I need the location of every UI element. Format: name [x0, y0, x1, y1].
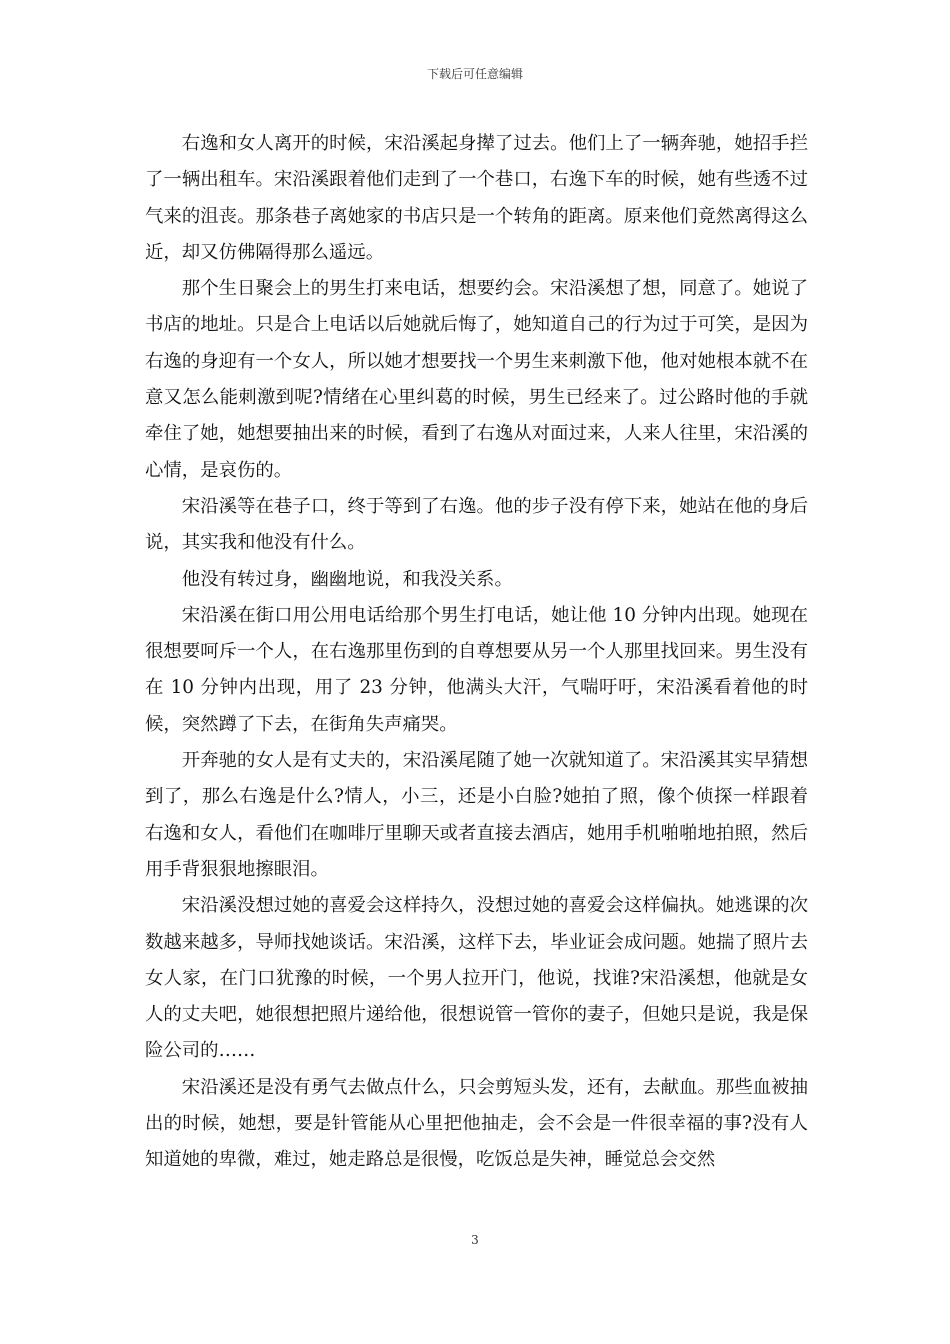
paragraph-1: 右逸和女人离开的时候，宋沿溪起身撵了过去。他们上了一辆奔驰，她招手拦了一辆出租车。宋沿溪跟着他们走到了一个巷口，右逸下车的时候，她有些透不过气来的沮丧。那条巷子离她家的书店只是一个转角的距离。原来他们竟然离得这么近，却又仿佛隔得那么遥远。 [145, 133, 808, 263]
paragraph-3: 宋沿溪等在巷子口，终于等到了右逸。他的步子没有停下来，她站在他的身后说，其实我和他没有什么。 [145, 495, 808, 554]
paragraph-8: 宋沿溪还是没有勇气去做点什么，只会剪短头发，还有，去献血。那些血被抽出的时候，她想，要是针管能从心里把他抽走，会不会是一件很幸福的事?没有人知道她的卑微，难过，她走路总是很慢，吃饭总是失神，睡觉总会交然 [145, 1076, 808, 1171]
paragraph-2: 那个生日聚会上的男生打来电话，想要约会。宋沿溪想了想，同意了。她说了书店的地址。只是合上电话以后她就后悔了，她知道自己的行为过于可笑，是因为右逸的身迎有一个女人，所以她才想要找一个男生来刺激下他，他对她根本就不在意又怎么能刺激到呢?情绪在心里纠葛的时候，男生已经来了。过公路时他的手就牵住了她，她想要抽出来的时候，看到了右逸从对面过来，人来人往里，宋沿溪的心情，是哀伤的。 [145, 278, 808, 481]
paragraph-4: 他没有转过身，幽幽地说，和我没关系。 [181, 568, 513, 590]
page-header: 下载后可任意编辑 [426, 67, 523, 81]
paragraph-7: 宋沿溪没想过她的喜爱会这样持久，没想过她的喜爱会这样偏执。她逃课的次数越来越多，导师找她谈话。宋沿溪，这样下去，毕业证会成问题。她揣了照片去女人家，在门口犹豫的时候，一个男人拉开门，他说，找谁?宋沿溪想，他就是女人的丈夫吧，她很想把照片递给他，很想说管一管你的妻子，但她只是说，我是保险公司的…… [145, 895, 808, 1062]
paragraph-6: 开奔驰的女人是有丈夫的，宋沿溪尾随了她一次就知道了。宋沿溪其实早猜想到了，那么右逸是什么?情人，小三，还是小白脸?她拍了照，像个侦探一样跟着右逸和女人，看他们在咖啡厅里聊天或者直接去酒店，她用手机啪啪地拍照，然后用手背狠狠地擦眼泪。 [145, 750, 808, 880]
document-body [145, 126, 808, 1179]
page-number: 3 [471, 1233, 479, 1247]
paragraph-5: 宋沿溪在街口用公用电话给那个男生打电话，她让他 10 分钟内出现。她现在很想要呵斥一个人，在右逸那里伤到的自尊想要从另一个人那里找回来。男生没有在 10 分钟内出现，用了 23 分钟，他满头大汗，气喘吁吁，宋沿溪看着他的时候，突然蹲了下去，在街角失声痛哭。 [145, 604, 808, 735]
